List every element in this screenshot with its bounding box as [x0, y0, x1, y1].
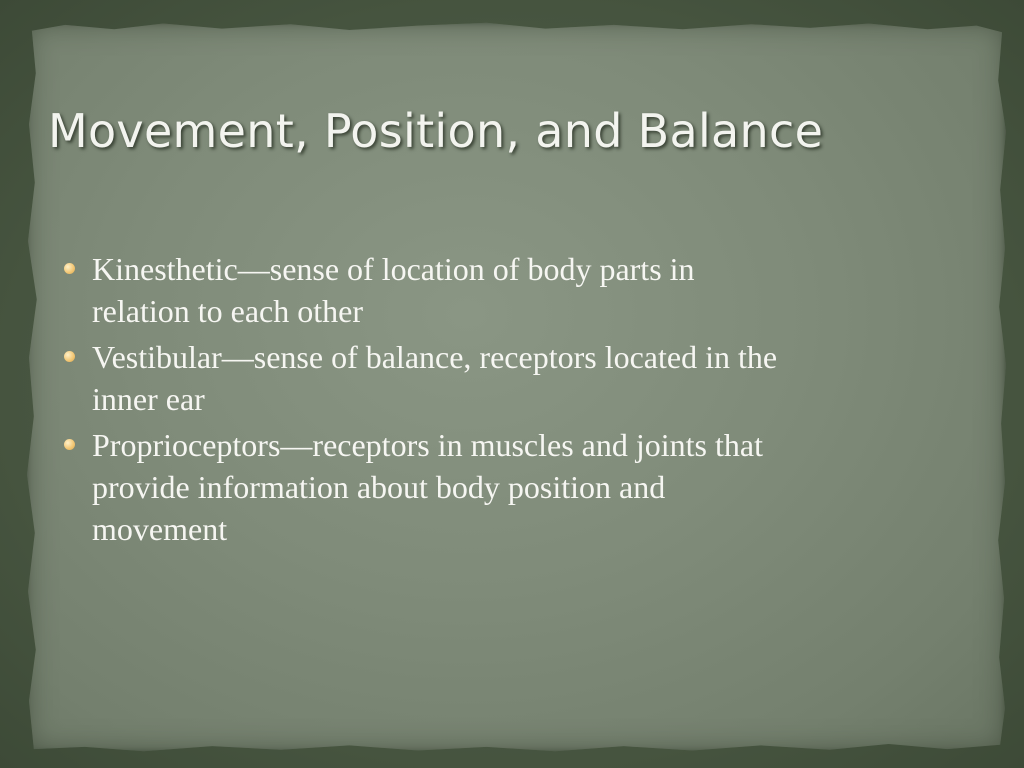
bullet-text-line: provide information about body position and	[92, 469, 666, 505]
bullet-text-line: Vestibular—sense of balance, receptors located in the	[92, 339, 778, 375]
bullet-list	[92, 248, 972, 554]
bullet-text-line: Kinesthetic—sense of location of body parts in	[92, 251, 695, 287]
bullet-text-line: Proprioceptors—receptors in muscles and joints that	[92, 427, 763, 463]
bullet-dot-icon	[64, 439, 75, 450]
bullet-text-line: relation to each other	[92, 293, 363, 329]
bullet-text-line: movement	[92, 511, 228, 547]
bullet-item-kinesthetic	[92, 248, 972, 332]
bullet-dot-icon	[64, 351, 75, 362]
bullet-text-line: inner ear	[92, 381, 205, 417]
slide-title: Movement, Position, and Balance	[48, 104, 824, 158]
bullet-dot-icon	[64, 263, 75, 274]
bullet-item-vestibular	[92, 336, 972, 420]
bullet-item-proprioceptors	[92, 424, 972, 550]
